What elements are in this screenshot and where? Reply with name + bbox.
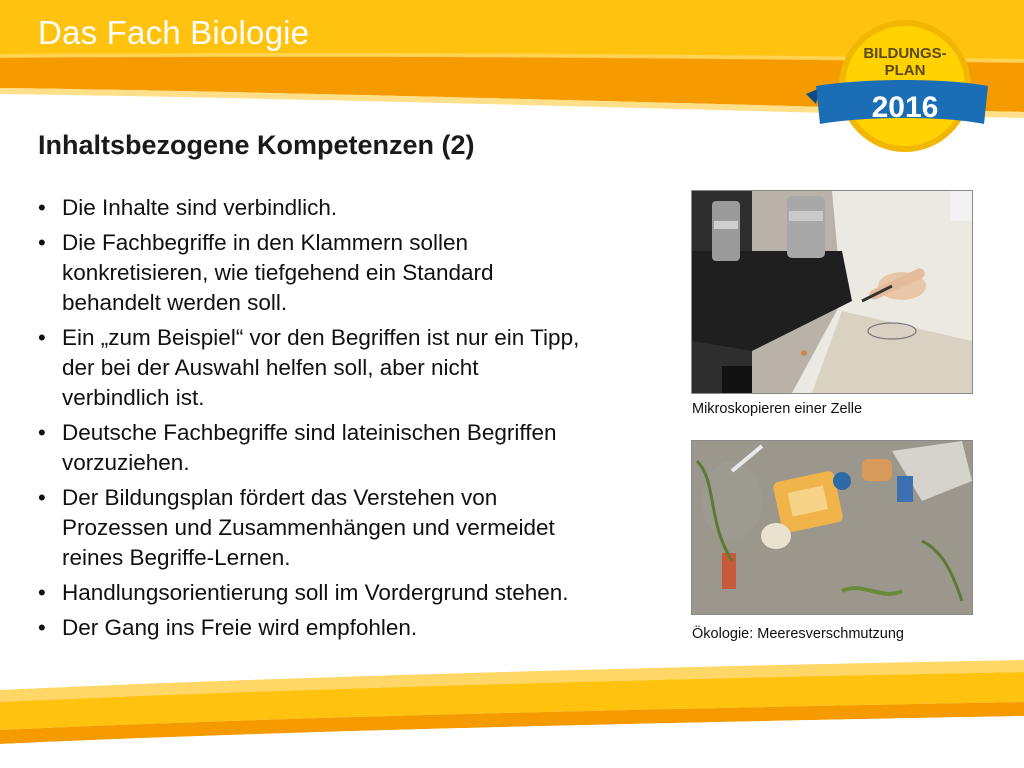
bullet-dot-icon: • bbox=[38, 485, 46, 510]
bullet-text-line: Der Bildungsplan fördert das Verstehen von bbox=[62, 485, 498, 510]
bullet-text-line: konkretisieren, wie tiefgehend ein Standard bbox=[62, 260, 494, 285]
bullet-text-line: Die Inhalte sind verbindlich. bbox=[62, 195, 338, 220]
bullet-dot-icon: • bbox=[38, 325, 46, 350]
bullet-dot-icon: • bbox=[38, 420, 46, 445]
bildungsplan-badge bbox=[806, 20, 996, 160]
bullet-text-line: behandelt werden soll. bbox=[62, 290, 288, 315]
bullet-item bbox=[36, 483, 666, 573]
bullet-item bbox=[36, 578, 666, 608]
bullet-dot-icon: • bbox=[38, 195, 46, 220]
bullet-item bbox=[36, 228, 666, 318]
caption-microscope: Mikroskopieren einer Zelle bbox=[692, 401, 863, 417]
microscope-photo bbox=[692, 191, 972, 393]
bullet-text-line: verbindlich ist. bbox=[62, 385, 205, 410]
bullet-text-line: Ein „zum Beispiel“ vor den Begriffen ist nur ein Tipp, bbox=[62, 325, 580, 350]
footer-band bbox=[0, 650, 1024, 768]
bullet-item bbox=[36, 613, 666, 643]
bullet-item bbox=[36, 323, 666, 413]
bullet-text-line: Handlungsorientierung soll im Vordergrund stehen. bbox=[62, 580, 569, 605]
page-title: Das Fach Biologie bbox=[38, 14, 310, 51]
bullet-item bbox=[36, 418, 666, 478]
bullet-dot-icon: • bbox=[38, 615, 46, 640]
bullet-item bbox=[36, 193, 666, 223]
marine-pollution-photo bbox=[692, 441, 972, 614]
badge-year: 2016 bbox=[871, 91, 939, 124]
caption-marine-pollution: Ökologie: Meeresverschmutzung bbox=[692, 626, 904, 642]
bullet-text-line: der bei der Auswahl helfen soll, aber nicht bbox=[62, 355, 479, 380]
bullet-text-line: vorzuziehen. bbox=[62, 450, 190, 475]
slide-subtitle: Inhaltsbezogene Kompetenzen (2) bbox=[38, 130, 475, 160]
bullet-text-line: Der Gang ins Freie wird empfohlen. bbox=[62, 615, 418, 640]
bullet-text-line: Die Fachbegriffe in den Klammern sollen bbox=[62, 230, 469, 255]
badge-line1: BILDUNGS- bbox=[863, 45, 947, 62]
badge-line2: PLAN bbox=[884, 62, 926, 79]
bullet-text-line: Deutsche Fachbegriffe sind lateinischen Begriffen bbox=[62, 420, 557, 445]
bullet-text-line: Prozessen und Zusammenhängen und vermeidet bbox=[62, 515, 555, 540]
bullet-text-line: reines Begriffe-Lernen. bbox=[62, 545, 291, 570]
bullet-dot-icon: • bbox=[38, 230, 46, 255]
bullet-dot-icon: • bbox=[38, 580, 46, 605]
bullet-list bbox=[36, 193, 666, 648]
